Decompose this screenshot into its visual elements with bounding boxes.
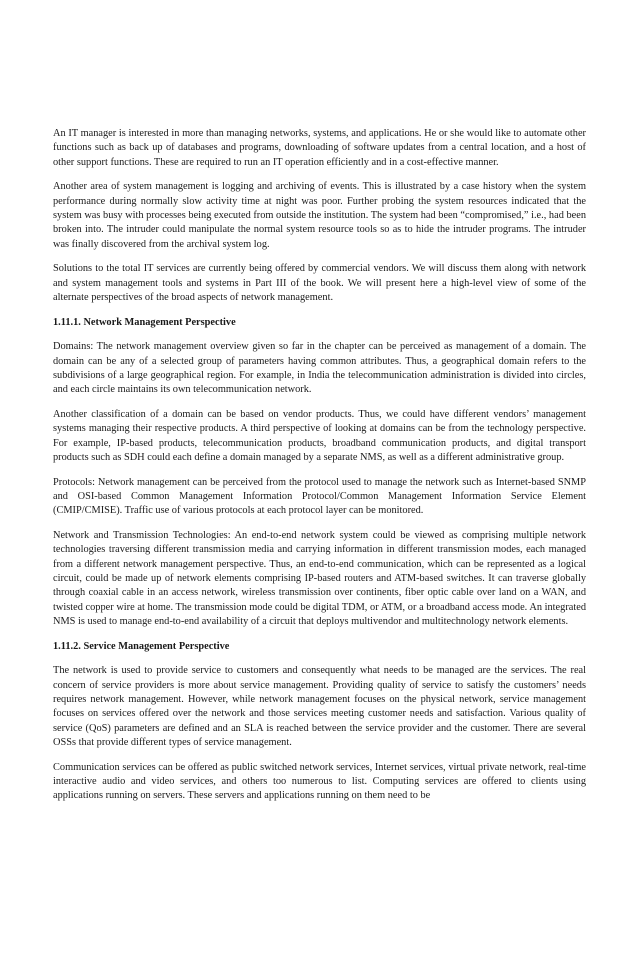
domains-paragraph: Domains: The network management overview given so far in the chapter can be perceived as management of a domain. The domain can be any of a selected group of parameters having common attributes. Thus, a geographical domain refers to the subdivisions of a large geographical region. For example, in India the telecommunication administration is divided into circles, and each circle maintains its own telecommunication network. xyxy=(53,341,586,396)
domain-classification-paragraph: Another classification of a domain can be based on vendor products. Thus, we could have different vendors’ management systems managing their respective products. A third perspective of looking at domains can be from the technology perspective. For example, IP-based products, telecommunication products, broadband communication products, and digital transport products such as SDH could each define a domain managed by a separate NMS, as well as a different administrative group. xyxy=(53,408,586,464)
document-page xyxy=(53,127,586,814)
service-paragraph-2: Communication services can be offered as public switched network services, Internet services, virtual private network, real-time interactive audio and video services, and others too numerous to list. Computing services are offered to clients using applications running on servers. These servers and applications running on them need to be xyxy=(53,761,586,802)
intro-paragraph-1: An IT manager is interested in more than managing networks, systems, and applications. He or she would like to automate other functions such as back up of databases and programs, downloading of software updates from a central location, and a host of other support functions. These are required to run an IT operation efficiently and in a cost-effective manner. xyxy=(53,128,586,168)
protocols-paragraph: Protocols: Network management can be perceived from the protocol used to manage the network such as Internet-based SNMP and OSI-based Common Management Information Protocol/Common Management Information Service Element (CMIP/CMISE). Traffic use of various protocols at each protocol layer can be monitored. xyxy=(53,476,586,517)
network-transmission-paragraph: Network and Transmission Technologies: An end-to-end network system could be viewed as comprising multiple network technologies traversing different transmission media and carrying information in different transmission modes, each managed from a different network management perspective. Thus, an end-to-end communication, which can be represented as a logical circuit, could be made up of network elements comprising IP-based routers and ATM-based switches. It can traverse globally through coaxial cable in an access network, wireless transmission over continents, fiber optic cable over land on a WAN, and twisted copper wire at home. The transmission mode could be digital TDM, or ATM, or a broadband access mode. An integrated NMS is used to manage end-to-end availability of a circuit that deploys multivendor and multitechnology network elements. xyxy=(53,529,586,628)
section-heading-network-management: 1.11.1. Network Management Perspective xyxy=(53,316,236,328)
intro-paragraph-3: Solutions to the total IT services are currently being offered by commercial vendors. We will discuss them along with network and system management tools and systems in Part III of the book. We will present here a high-level view of some of the alternate perspectives of the broad aspects of network management. xyxy=(53,263,586,304)
intro-paragraph-2: Another area of system management is logging and archiving of events. This is illustrated by a case history when the system performance during normally slow activity time at night was poor. Further probing the system resources indicated that the system was busy with processes being executed from outside the institution. The system had been “compromised,” i.e., had been broken into. The intruder could manipulate the normal system resource tools so as to hide the intruder programs. The intruder was finally discovered from the archival system log. xyxy=(53,181,586,250)
service-paragraph-1: The network is used to provide service to customers and consequently what needs to be managed are the services. The real concern of service providers is more about service management. Providing quality of service to satisfy the customers’ needs requires network management. However, while network management focuses on the physical network, service management focuses on services offered over the network and those services meeting customer needs and satisfaction. Various quality of service (QoS) parameters are defined and an SLA is reached between the service provider and the customer. There are several OSSs that provide different types of service management. xyxy=(53,665,586,749)
section-heading-service-management: 1.11.2. Service Management Perspective xyxy=(53,640,230,652)
